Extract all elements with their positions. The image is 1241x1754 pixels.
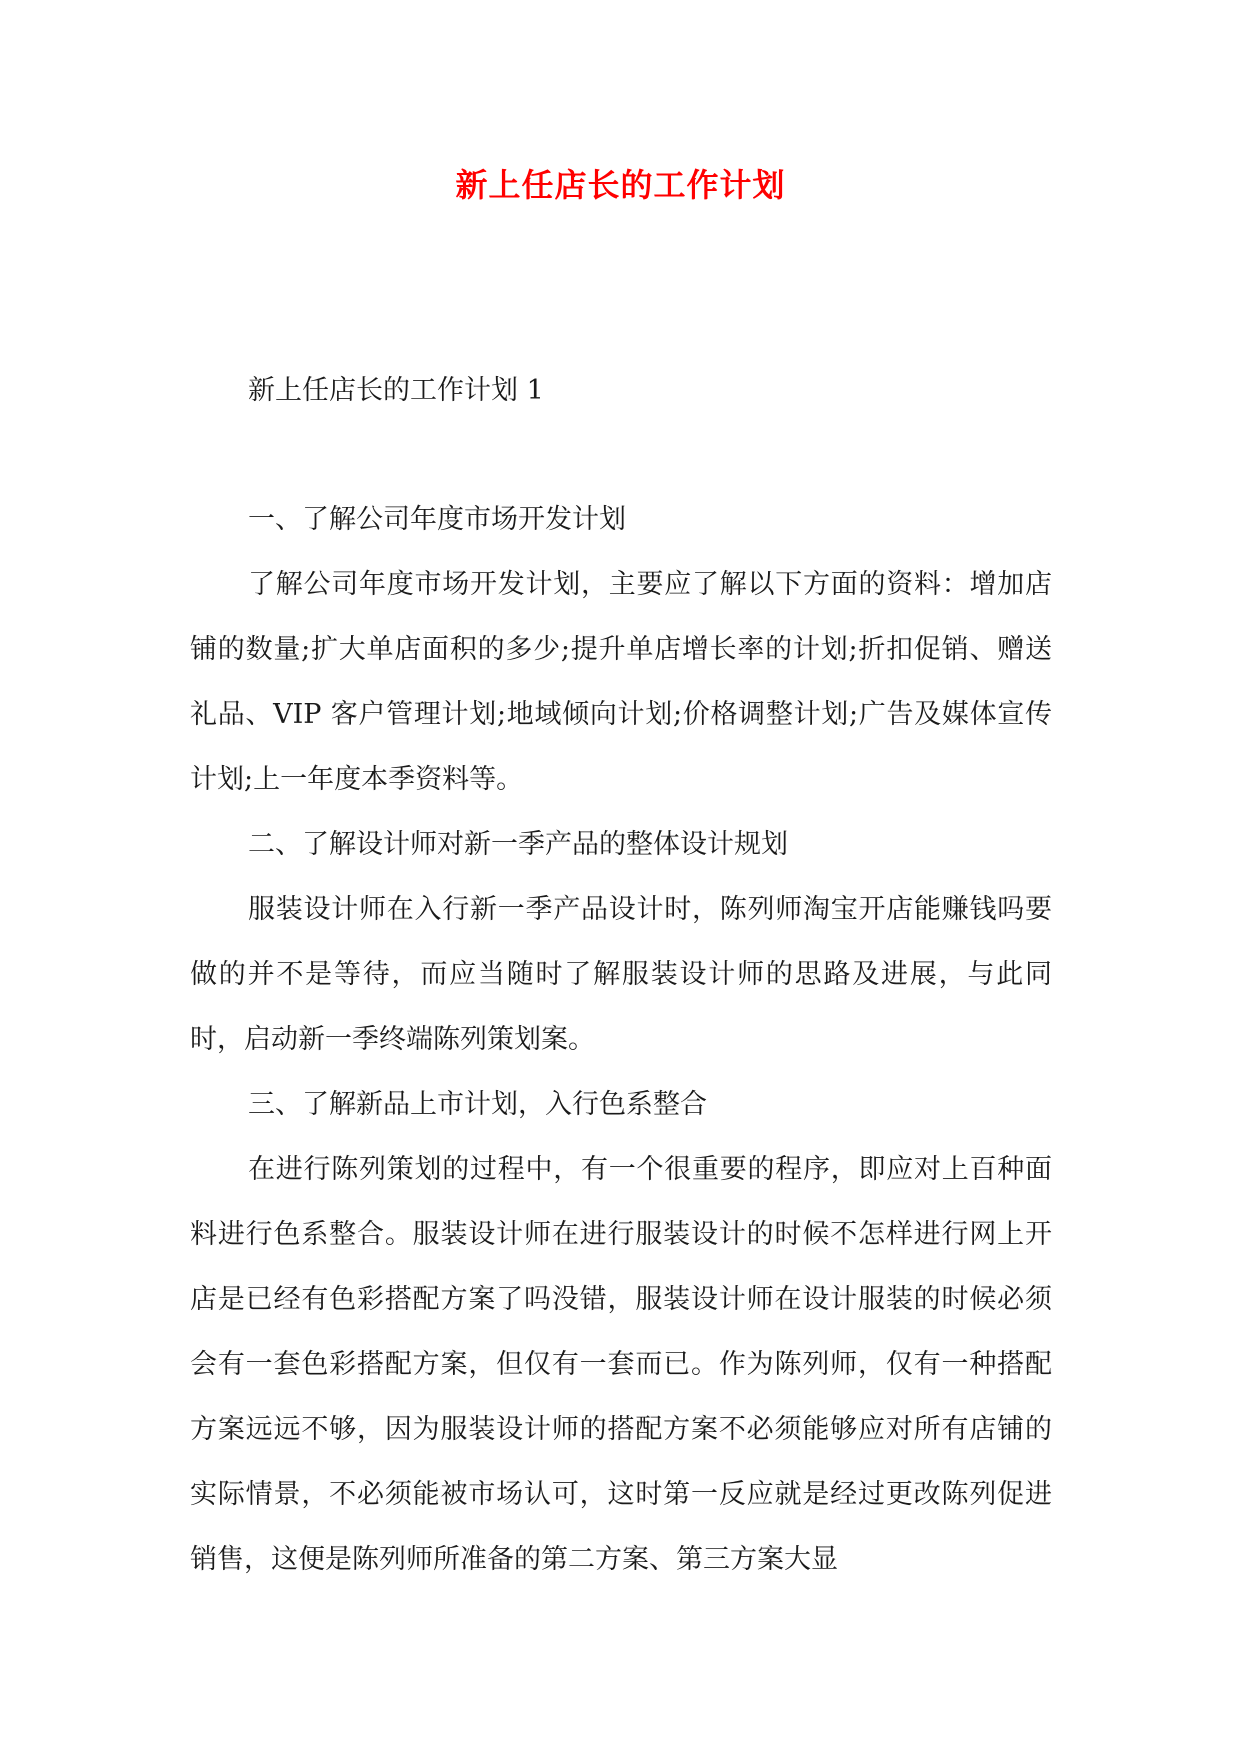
heading-3: 三、了解新品上市计划，入行色系整合	[248, 1089, 707, 1120]
section-title: 新上任店长的工作计划 1	[248, 375, 544, 406]
paragraph-1: 了解公司年度市场开发计划，主要应了解以下方面的资料：增加店铺的数量;扩大单店面积的多少;提升单店增长率的计划;折扣促销、赠送礼品、VIP 客户管理计划;地域倾向计划;价格调整计划;广告及媒体宣传计划;上一年度本季资料等。	[190, 569, 1052, 795]
heading-1: 一、了解公司年度市场开发计划	[248, 504, 626, 535]
paragraph-2: 服装设计师在入行新一季产品设计时，陈列师淘宝开店能赚钱吗要做的并不是等待，而应当随时了解服装设计师的思路及进展，与此同时，启动新一季终端陈列策划案。	[190, 894, 1052, 1055]
document-body	[190, 358, 1052, 1592]
paragraph-3: 在进行陈列策划的过程中，有一个很重要的程序，即应对上百种面料进行色系整合。服装设计师在进行服装设计的时候不怎样进行网上开店是已经有色彩搭配方案了吗没错，服装设计师在设计服装的时候必须会有一套色彩搭配方案，但仅有一套而已。作为陈列师，仅有一种搭配方案远远不够，因为服装设计师的搭配方案不必须能够应对所有店铺的实际情景，不必须能被市场认可，这时第一反应就是经过更改陈列促进销售，这便是陈列师所准备的第二方案、第三方案大显	[190, 1154, 1052, 1575]
heading-2: 二、了解设计师对新一季产品的整体设计规划	[248, 829, 788, 860]
document-title: 新上任店长的工作计划	[455, 166, 786, 204]
